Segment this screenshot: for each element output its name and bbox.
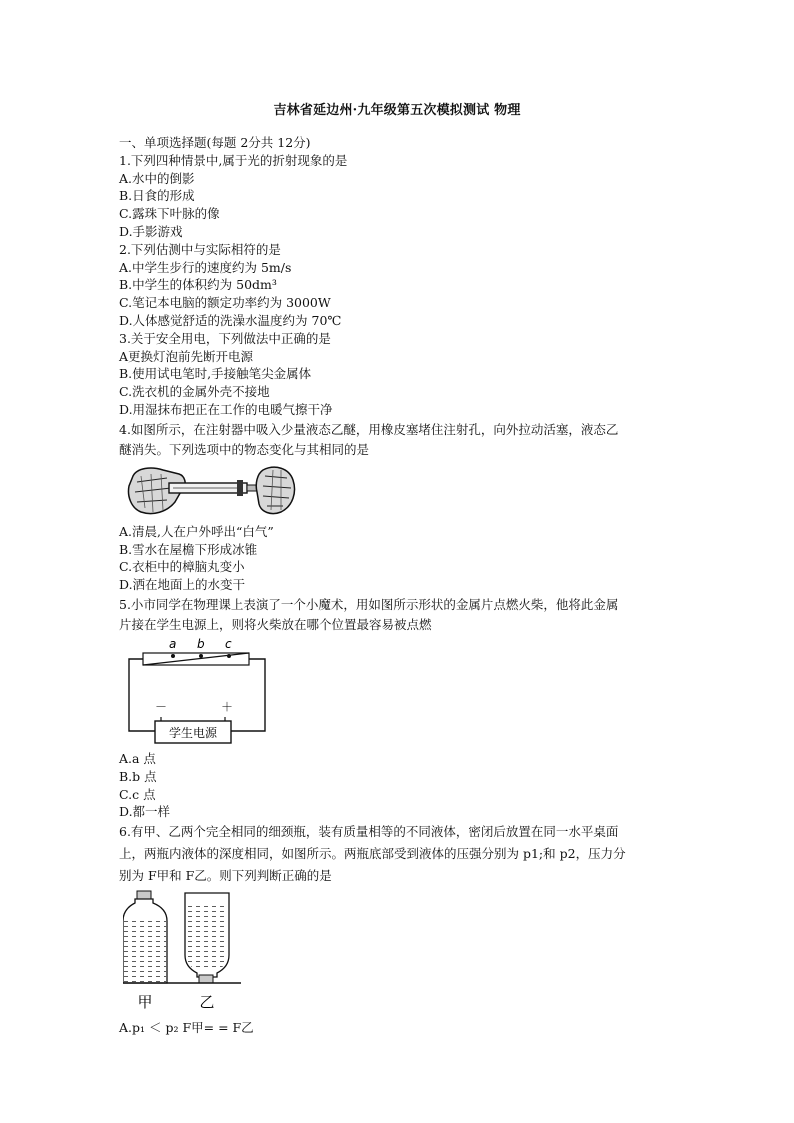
question-3-option-c: C.洗衣机的金属外壳不接地 xyxy=(119,384,270,400)
point-c-label: c xyxy=(225,636,232,651)
point-a-label: a xyxy=(169,636,177,651)
bottle-yi-label: 乙 xyxy=(199,993,215,1012)
question-3-option-b: B.使用试电笔时,手接触笔尖金属体 xyxy=(119,366,312,382)
question-3-stem: 3.关于安全用电，下列做法中正确的是 xyxy=(119,330,331,346)
bottles-diagram xyxy=(123,889,253,1017)
question-2-option-b: B.中学生的体积约为 50dm³ xyxy=(119,277,277,293)
question-4-option-d: D.洒在地面上的水变干 xyxy=(119,577,246,593)
question-4-option-b: B.雪水在屋檐下形成冰锥 xyxy=(119,541,258,557)
question-2-stem: 2.下列估测中与实际相符的是 xyxy=(119,241,281,257)
question-1-option-b: B.日食的形成 xyxy=(119,188,195,204)
question-2-option-a: A.中学生步行的速度约为 5m/s xyxy=(119,259,292,275)
question-6-option-a: A.p₁ ＜ p₂ F甲= = F乙 xyxy=(119,1020,254,1036)
circuit-diagram xyxy=(125,635,275,747)
question-5-option-b: B.b 点 xyxy=(119,768,157,784)
page-title: 吉林省延边州·九年级第五次模拟测试 物理 xyxy=(273,103,521,118)
question-6-stem-line-2: 上，两瓶内液体的深度相同，如图所示。两瓶底部受到液体的压强分别为 p1;和 p2，压力分 xyxy=(119,846,626,862)
question-5-stem-line-1: 5.小市同学在物理课上表演了一个小魔术，用如图所示形状的金属片点燃火柴，他将此金属 xyxy=(119,596,619,612)
question-5-stem-line-2: 片接在学生电源上，则将火柴放在哪个位置最容易被点燃 xyxy=(119,616,432,632)
bottles-figure xyxy=(119,887,679,1019)
question-1-option-d: D.手影游戏 xyxy=(119,223,183,239)
plus-terminal: ＋ xyxy=(221,699,234,714)
question-4-stem-line-1: 4.如图所示，在注射器中吸入少量液态乙醚，用橡皮塞堵住注射孔，向外拉动活塞，液态乙 xyxy=(119,421,619,437)
exam-body xyxy=(119,134,679,1037)
question-6-stem-line-3: 别为 F甲和 F乙。则下列判断正确的是 xyxy=(119,868,332,884)
question-2-option-d: D.人体感觉舒适的洗澡水温度约为 70℃ xyxy=(119,312,342,328)
power-supply-label: 学生电源 xyxy=(168,725,218,740)
point-b-label: b xyxy=(197,636,205,651)
question-2-option-c: C.笔记本电脑的额定功率约为 3000W xyxy=(119,295,331,311)
circuit-figure xyxy=(119,635,679,750)
section-heading: 一、单项选择题(每题 2分共 12分) xyxy=(119,135,311,150)
syringe-illustration xyxy=(127,462,297,522)
question-5-option-a: A.a 点 xyxy=(119,750,156,766)
question-5-option-c: C.c 点 xyxy=(119,786,156,802)
minus-terminal: － xyxy=(155,699,168,714)
question-1-stem: 1.下列四种情景中,属于光的折射现象的是 xyxy=(119,152,348,168)
question-1-option-a: A.水中的倒影 xyxy=(119,170,195,186)
question-4-option-c: C.衣柜中的樟脑丸变小 xyxy=(119,559,245,575)
question-3-option-a: A更换灯泡前先断开电源 xyxy=(119,348,254,364)
question-6-stem-line-1: 6.有甲、乙两个完全相同的细颈瓶，装有质量相等的不同液体，密闭后放置在同一水平桌面 xyxy=(119,824,619,840)
question-4-option-a: A.清晨,人在户外呼出“白气” xyxy=(119,523,274,539)
question-4-stem-line-2: 醚消失。下列选项中的物态变化与其相同的是 xyxy=(119,441,370,457)
bottle-jia-label: 甲 xyxy=(137,993,153,1012)
question-1-option-c: C.露珠下叶脉的像 xyxy=(119,206,220,222)
question-3-option-d: D.用湿抹布把正在工作的电暖气擦干净 xyxy=(119,401,333,417)
syringe-figure xyxy=(119,460,679,523)
question-5-option-d: D.都一样 xyxy=(119,804,171,820)
